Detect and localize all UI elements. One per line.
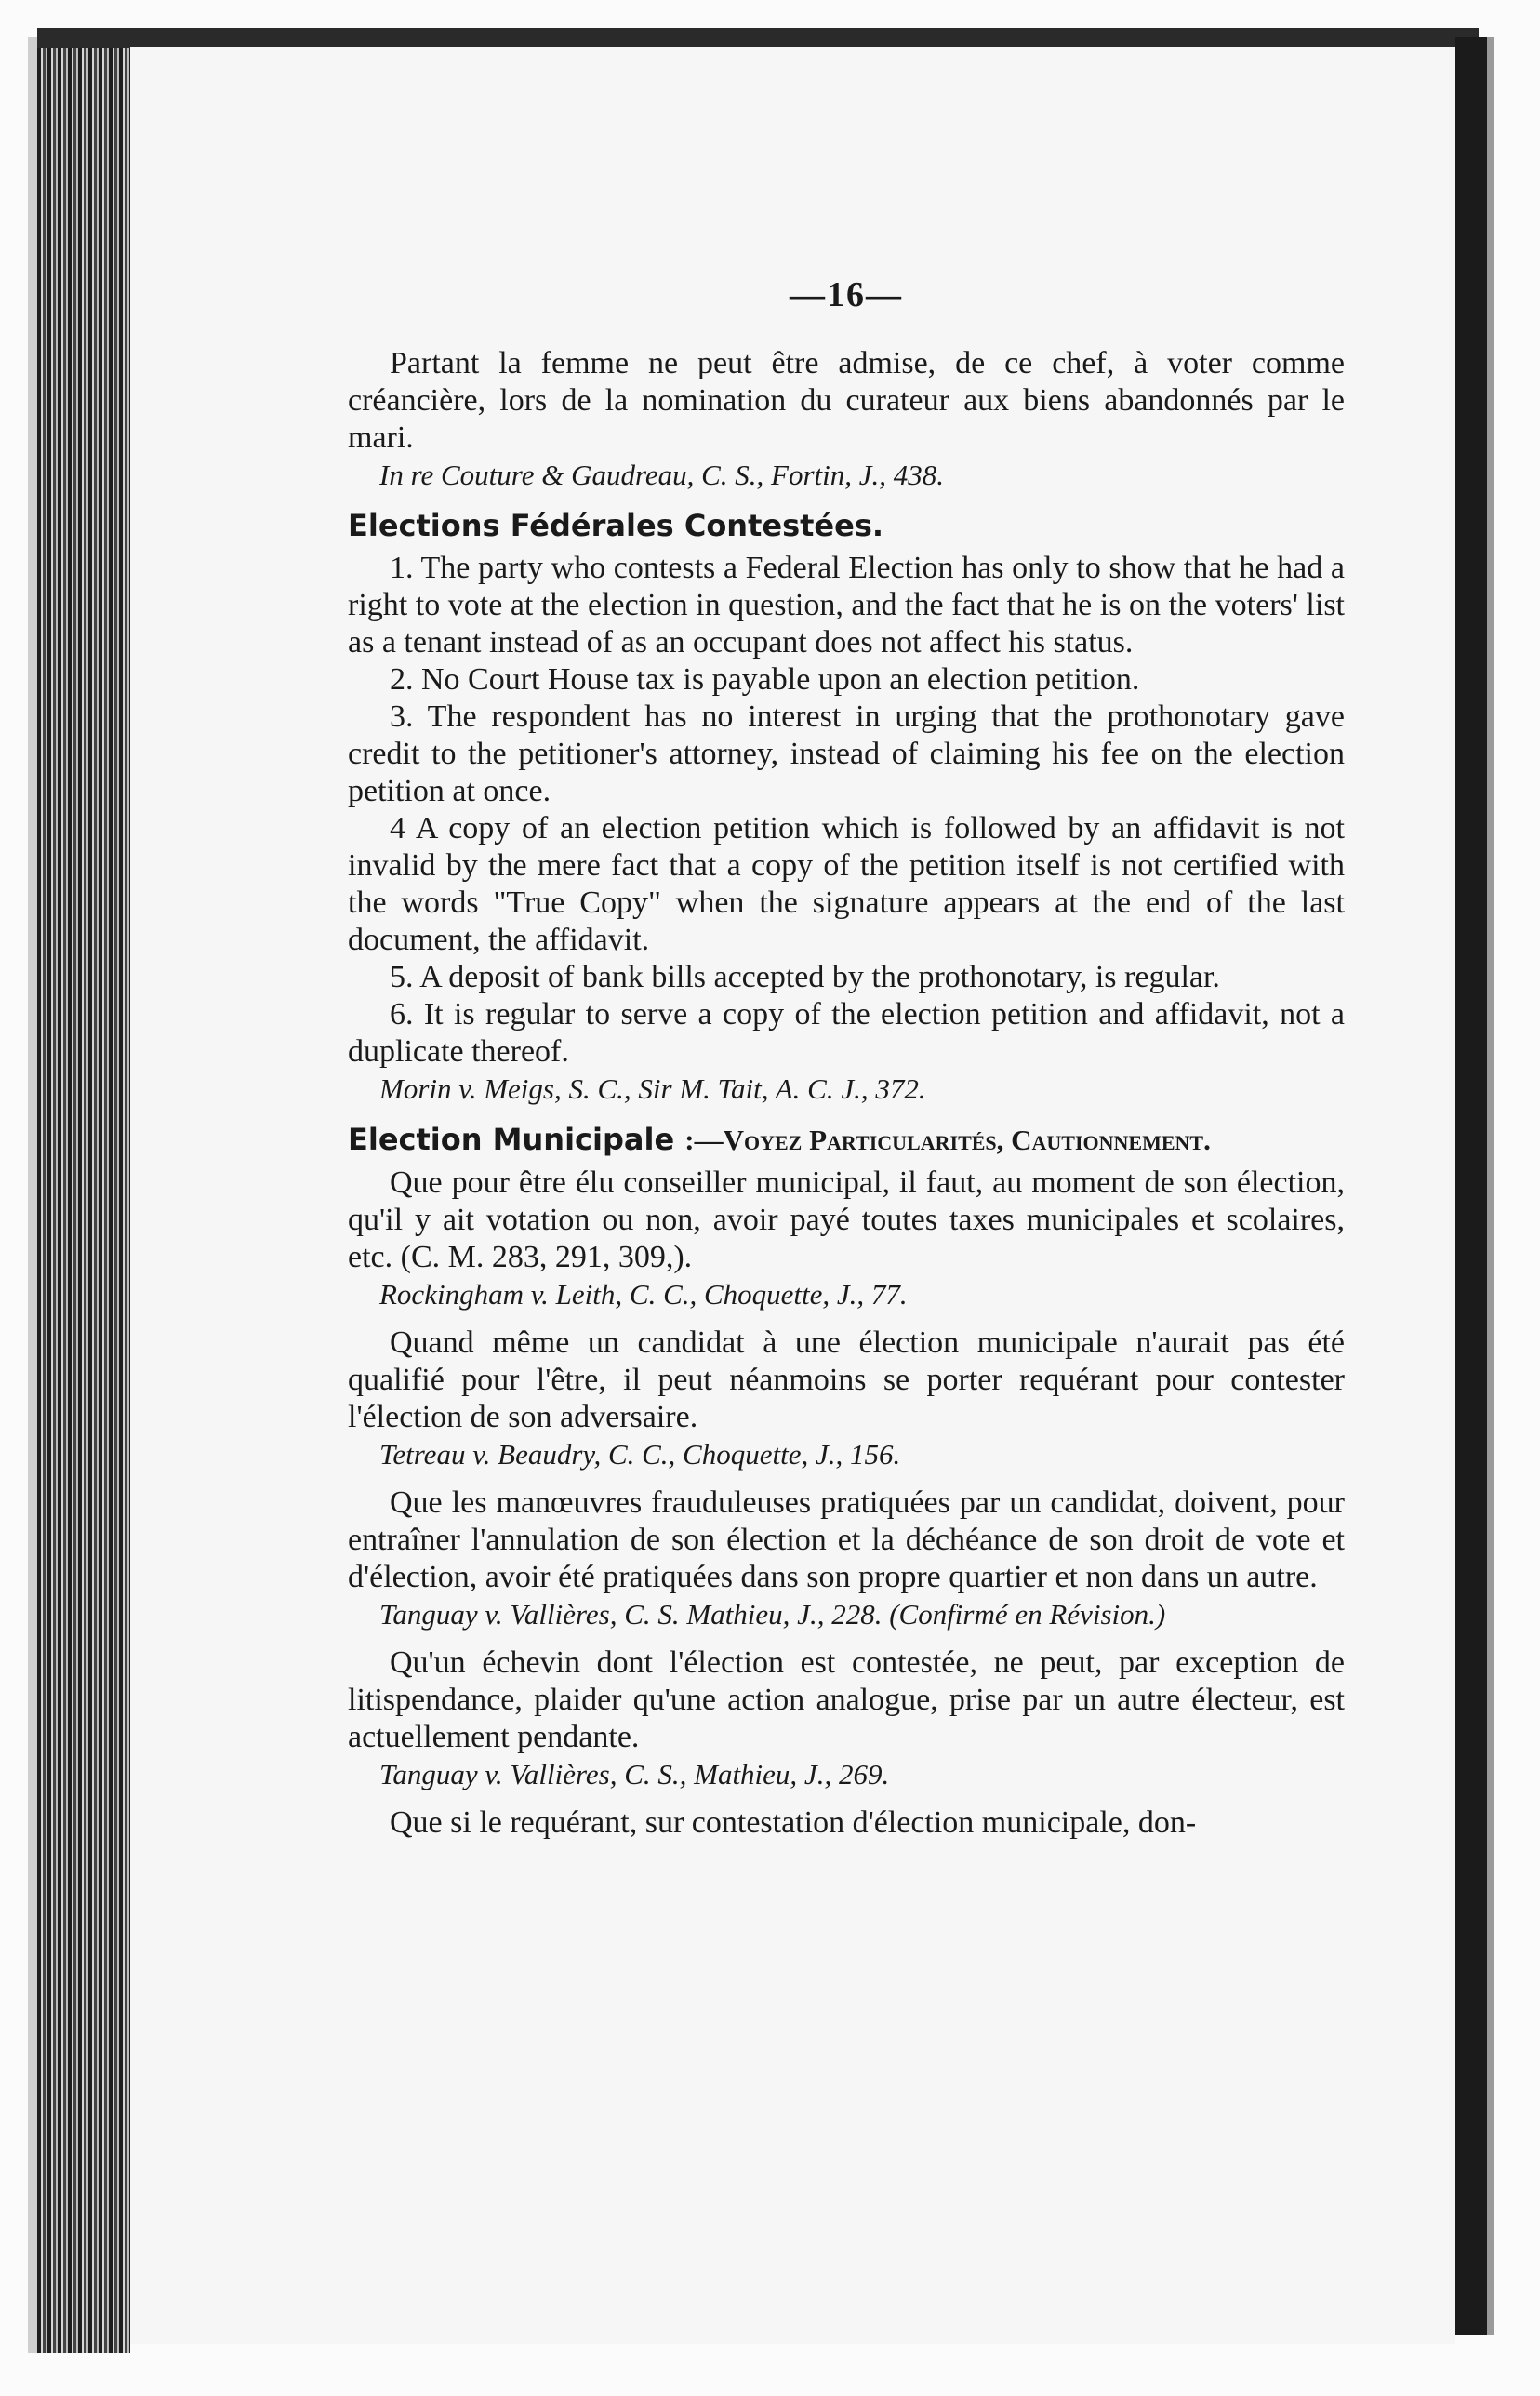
paragraph-continued: Que si le requérant, sur contestation d'élection municipale, don- — [390, 1805, 1197, 1840]
numbered-item: 2. No Court House tax is payable upon an election petition. — [390, 662, 1140, 697]
section-heading-title: Election Municipale — [348, 1122, 675, 1157]
numbered-item: 6. It is regular to serve a copy of the election petition and affidavit, not a duplicate thereof. — [348, 997, 1345, 1069]
case-citation: Rockingham v. Leith, C. C., Choquette, J., 77. — [379, 1278, 908, 1311]
numbered-item: 1. The party who contests a Federal Election has only to show that he had a right to vote at the election in question, and the fact that he is on the voters' list as a tenant instead of as an occupant does not affect his status. — [348, 551, 1345, 659]
numbered-item: 4 A copy of an election petition which is followed by an affidavit is not invalid by the mere fact that a copy of the petition itself is not certified with the words "True Copy" when the signature appears at the end of the last document, the affidavit. — [348, 811, 1345, 957]
paragraph: Partant la femme ne peut être admise, de ce chef, à voter comme créancière, lors de la nomination du curateur aux biens abandonnés par le mari. — [348, 346, 1345, 455]
section-heading: Elections Fédérales Contestées. — [348, 508, 884, 543]
numbered-item: 5. A deposit of bank bills accepted by the prothonotary, is regular. — [390, 960, 1220, 994]
case-citation: Morin v. Meigs, S. C., Sir M. Tait, A. C. J., 372. — [379, 1072, 926, 1105]
paragraph: Que les manœuvres frauduleuses pratiquées par un candidat, doivent, pour entraîner l'annulation de son élection et la déchéance de son droit de vote et d'élection, avoir été pratiquées dans son propre quartier et non dans un autre. — [348, 1485, 1345, 1594]
section-heading-municipale — [348, 1119, 1345, 1161]
page-number: —16— — [790, 275, 903, 314]
scan-top-border — [37, 28, 1479, 48]
scan-right-edge — [1487, 37, 1494, 2335]
paragraph: Quand même un candidat à une élection municipale n'aurait pas été qualifié pour l'être, il peut néanmoins se porter requérant pour contester l'élection de son adversaire. — [348, 1325, 1345, 1434]
page-content — [348, 274, 1345, 1842]
paragraph: Que pour être élu conseiller municipal, il faut, au moment de son élection, qu'il y ait votation ou non, avoir payé toutes taxes municipales et scolaires, etc. (C. M. 283, 291, 309,). — [348, 1165, 1345, 1274]
case-citation: Tanguay v. Vallières, C. S. Mathieu, J., 228. (Confirmé en Révision.) — [379, 1598, 1166, 1631]
numbered-item: 3. The respondent has no interest in urging that the prothonotary gave credit to the petitioner's attorney, instead of claiming his fee on the election petition at once. — [348, 699, 1345, 808]
book-page-edges — [37, 37, 130, 2353]
scan-right-border — [1455, 37, 1487, 2335]
case-citation: Tanguay v. Vallières, C. S., Mathieu, J., 269. — [379, 1758, 890, 1790]
case-citation: In re Couture & Gaudreau, C. S., Fortin, J., 438. — [379, 459, 945, 491]
cross-reference: :—Voyez Particularités, Cautionnement. — [684, 1124, 1211, 1156]
paragraph: Qu'un échevin dont l'élection est contestée, ne peut, par exception de litispendance, plaider qu'une action analogue, prise par un autre électeur, est actuellement pendante. — [348, 1645, 1345, 1754]
case-citation: Tetreau v. Beaudry, C. C., Choquette, J., 156. — [379, 1438, 901, 1471]
